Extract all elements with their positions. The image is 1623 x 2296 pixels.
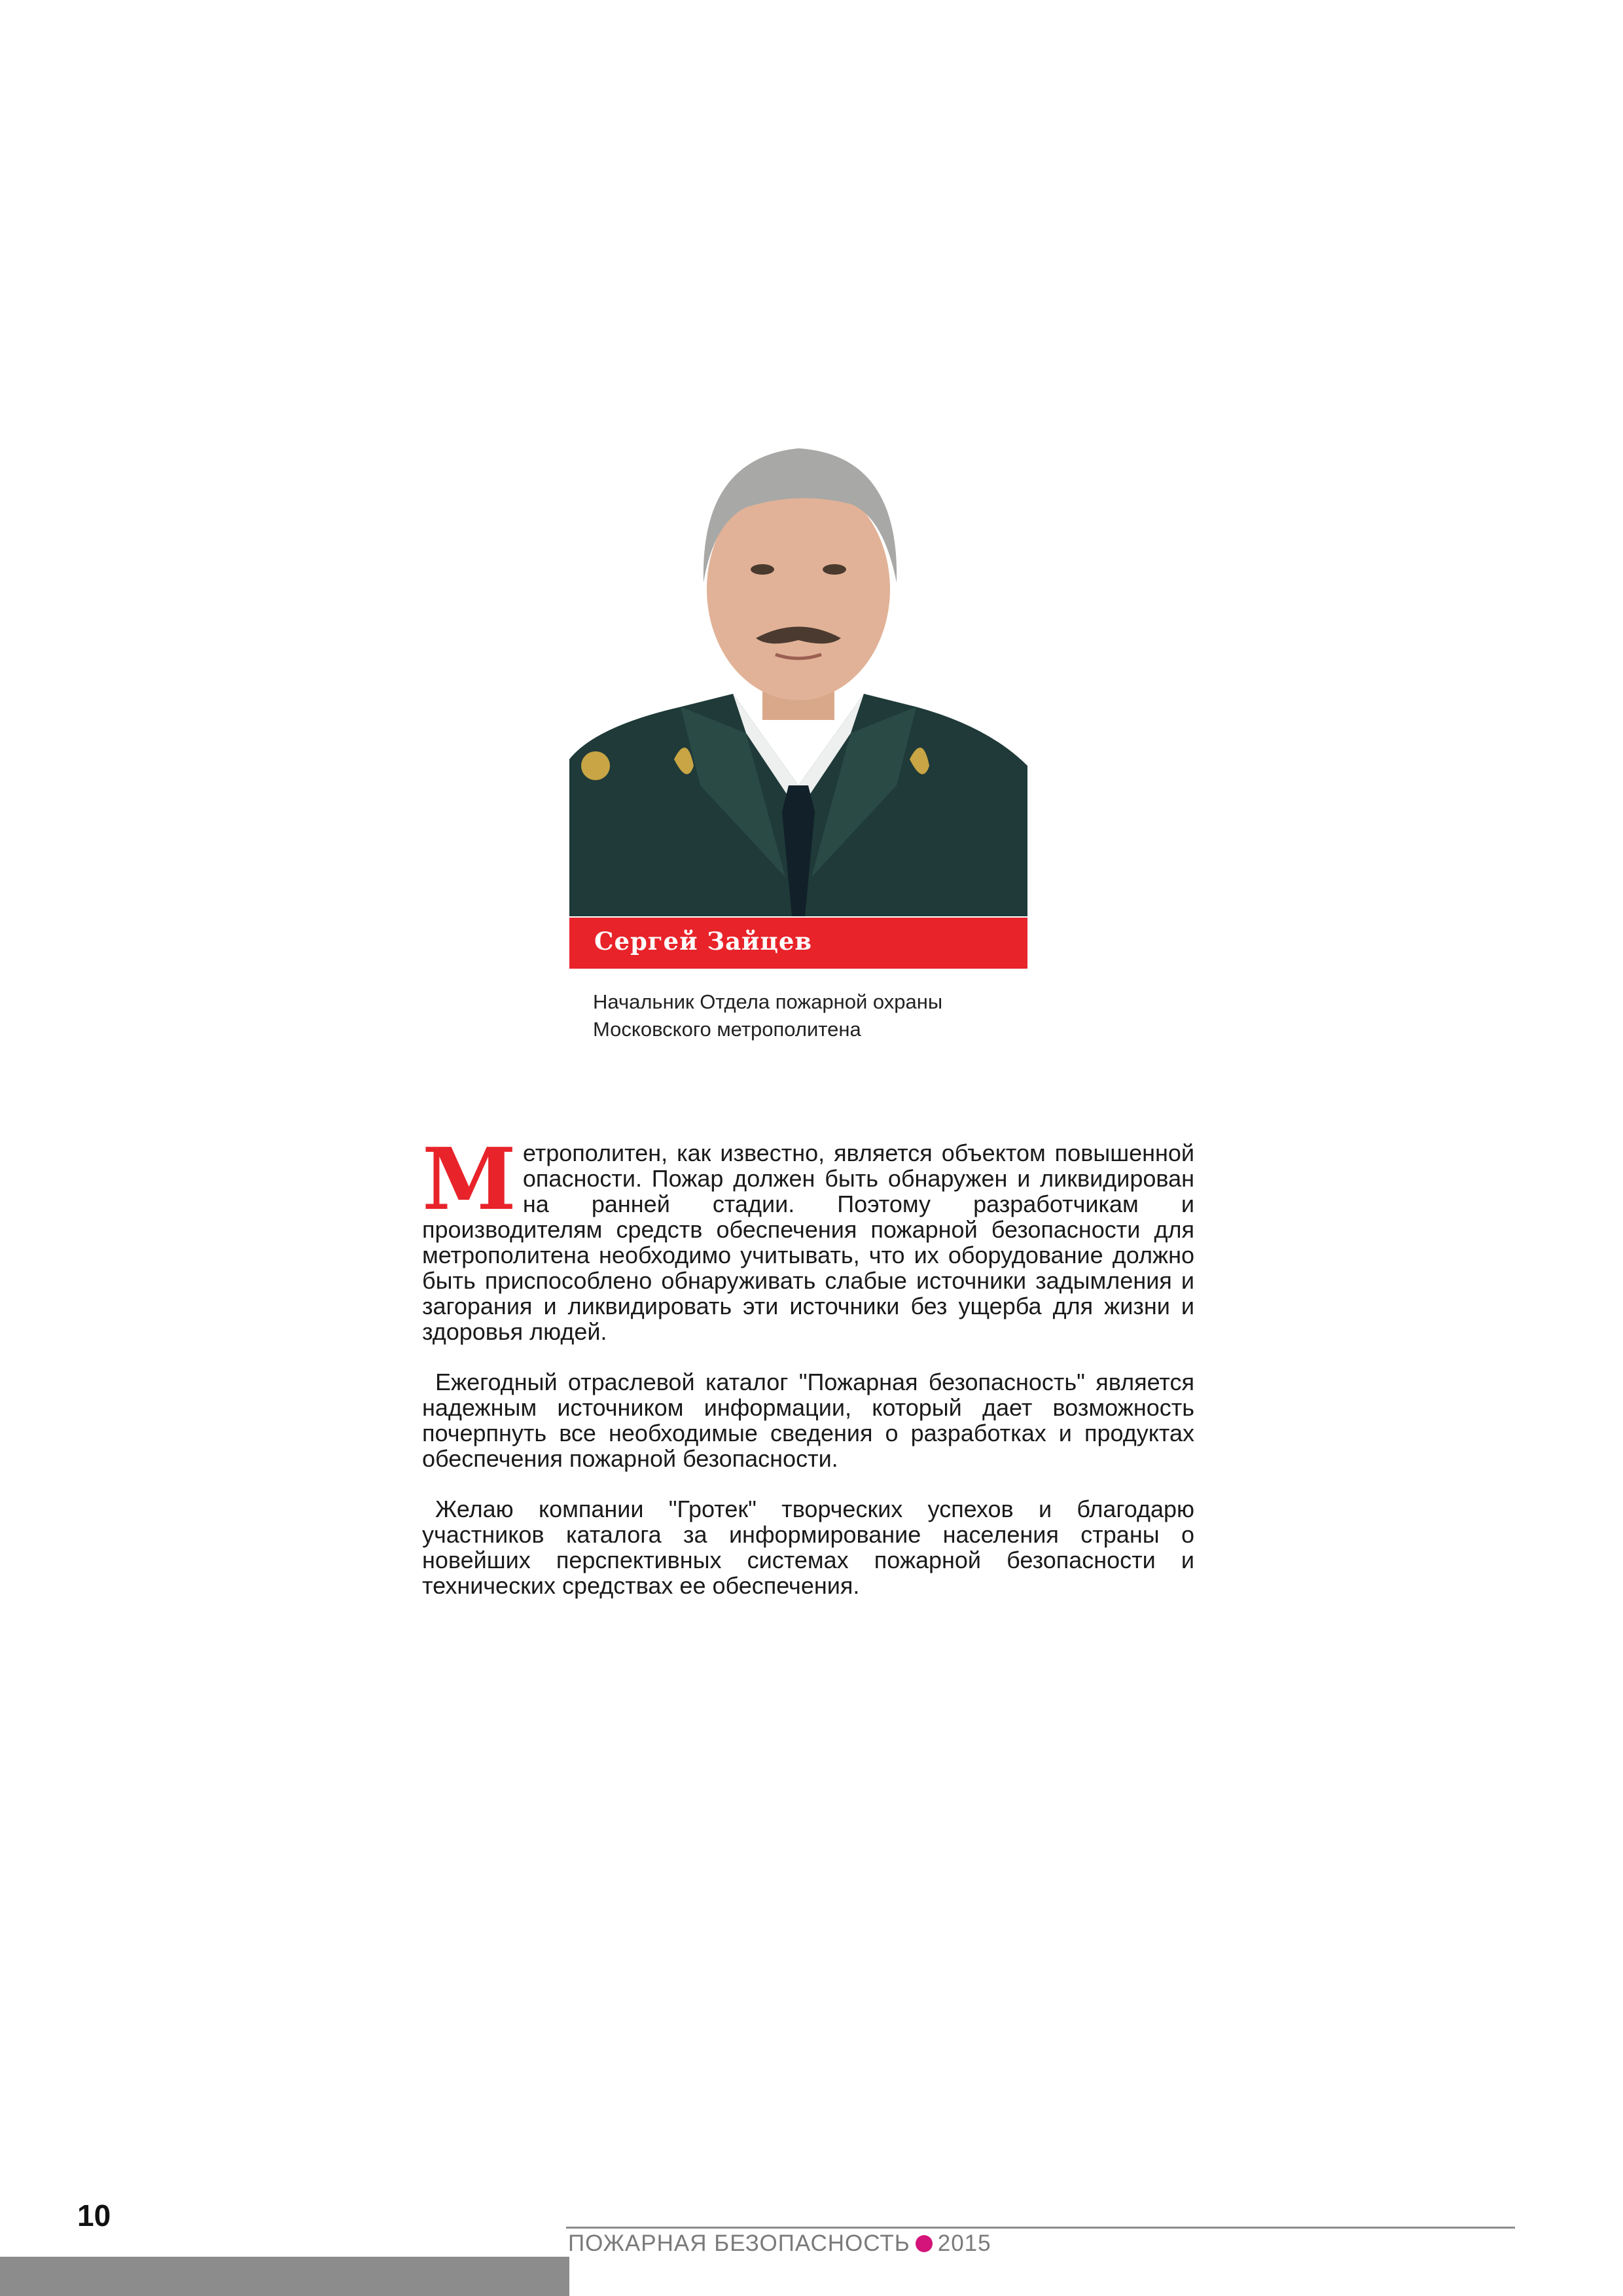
position-line-1: Начальник Отдела пожарной охраны bbox=[593, 990, 943, 1013]
article-paragraph-1 bbox=[422, 1129, 1194, 1345]
portrait-photo bbox=[569, 419, 1027, 916]
page-number: 10 bbox=[77, 2198, 111, 2233]
name-banner bbox=[569, 918, 1027, 969]
person-name: Сергей Зайцев bbox=[594, 927, 813, 956]
person-position bbox=[593, 988, 1051, 1043]
article-paragraph-3: Желаю компании "Гротек" творческих успехов и благодарю участников каталога за информирование населения страны о новейших перспективных системах пожарной безопасности и технических средствах ее обеспечения. bbox=[422, 1496, 1194, 1599]
publication-year: 2015 bbox=[937, 2231, 991, 2256]
paragraph-1-text: етрополитен, как известно, является объектом повышенной опасности. Пожар должен быть обнаружен и ликвидирован на ранней стадии. Поэтому разработчикам и производителям средств обеспечения пожарной безопасности для метрополитена необходимо учитывать, что их оборудование должно быть приспособлено обнаруживать слабые источники задымления и загорания и ликвидировать эти источники без ущерба для жизни и здоровья людей. bbox=[422, 1139, 1194, 1345]
footer-gray-bar bbox=[0, 2257, 569, 2296]
article-paragraph-2: Ежегодный отраслевой каталог "Пожарная безопасность" является надежным источником информации, который дает возможность почерпнуть все необходимые сведения о разработках и продуктах обеспечения пожарной безопасности. bbox=[422, 1369, 1194, 1472]
drop-cap: М bbox=[422, 1129, 516, 1229]
bullet-dot-icon bbox=[916, 2235, 933, 2252]
position-line-2: Московского метрополитена bbox=[593, 1018, 861, 1041]
publication-title: ПОЖАРНАЯ БЕЗОПАСНОСТЬ bbox=[568, 2231, 910, 2256]
footer-rule bbox=[566, 2227, 1515, 2229]
article-body bbox=[422, 1129, 1194, 1623]
footer-publication bbox=[568, 2231, 991, 2257]
